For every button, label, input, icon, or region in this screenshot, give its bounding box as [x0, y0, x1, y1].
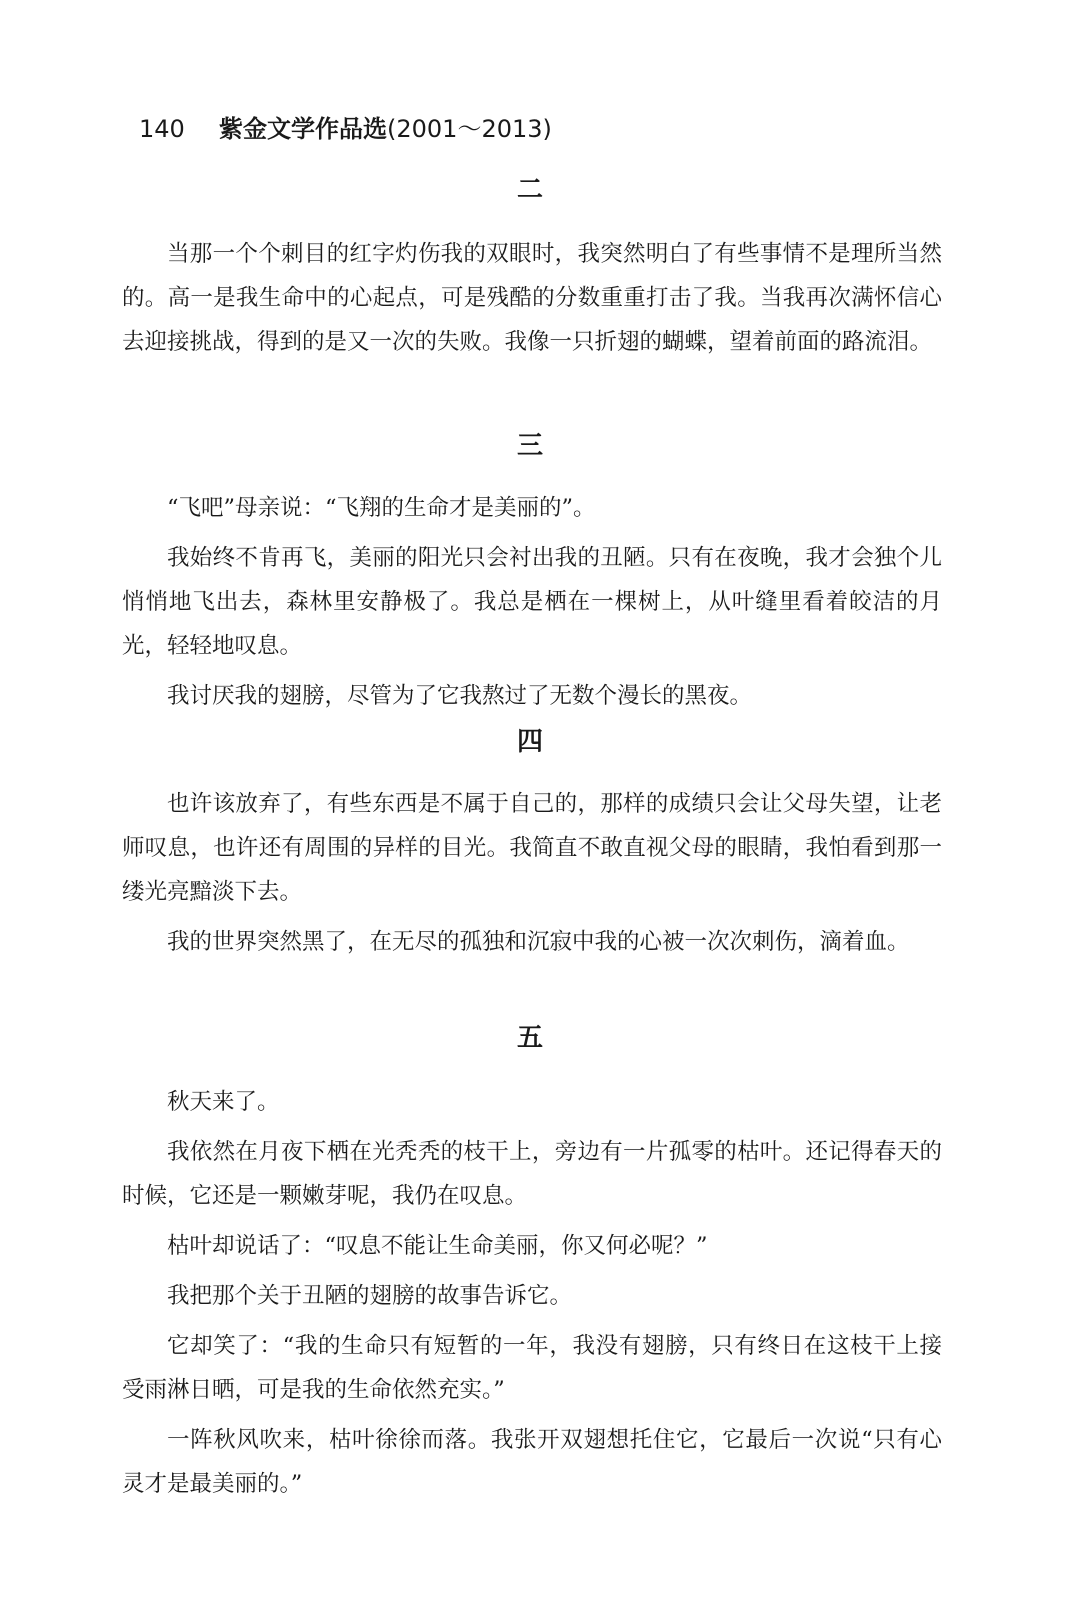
section-body-5	[122, 1080, 942, 1512]
book-title: 紫金文学作品选	[219, 115, 387, 143]
section-heading-2: 二	[516, 175, 543, 205]
paragraph: 我的世界突然黑了，在无尽的孤独和沉寂中我的心被一次次刺伤，滴着血。	[167, 929, 910, 955]
section-body-4	[122, 782, 942, 970]
section-heading-3: 三	[516, 431, 543, 461]
page-number: 140	[139, 115, 185, 143]
paragraph: 也许该放弃了，有些东西是不属于自己的，那样的成绩只会让父母失望，让老师叹息，也许还有周围的异样的目光。我简直不敢直视父母的眼睛，我怕看到那一缕光亮黯淡下去。	[122, 791, 942, 905]
paragraph: 我始终不肯再飞，美丽的阳光只会衬出我的丑陋。只有在夜晚，我才会独个儿悄悄地飞出去，森林里安静极了。我总是栖在一棵树上，从叶缝里看着皎洁的月光，轻轻地叹息。	[122, 545, 942, 659]
paragraph: 秋天来了。	[167, 1089, 280, 1115]
paragraph: “飞吧”母亲说：“飞翔的生命才是美丽的”。	[167, 495, 596, 521]
paragraph: 枯叶却说话了：“叹息不能让生命美丽，你又何必呢？”	[167, 1233, 708, 1259]
paragraph: 我讨厌我的翅膀，尽管为了它我熬过了无数个漫长的黑夜。	[167, 683, 753, 709]
paragraph: 一阵秋风吹来，枯叶徐徐而落。我张开双翅想托住它，它最后一次说“只有心灵才是最美丽的。”	[122, 1427, 942, 1497]
paragraph: 我依然在月夜下栖在光秃秃的枝干上，旁边有一片孤零的枯叶。还记得春天的时候，它还是一颗嫩芽呢，我仍在叹息。	[122, 1139, 942, 1209]
running-header	[139, 112, 552, 146]
paragraph: 它却笑了：“我的生命只有短暂的一年，我没有翅膀，只有终日在这枝干上接受雨淋日晒，可是我的生命依然充实。”	[122, 1333, 942, 1403]
book-years: (2001～2013)	[387, 115, 552, 143]
paragraph: 当那一个个刺目的红字灼伤我的双眼时，我突然明白了有些事情不是理所当然的。高一是我生命中的心起点，可是残酷的分数重重打击了我。当我再次满怀信心去迎接挑战，得到的是又一次的失败。我像一只折翅的蝴蝶，望着前面的路流泪。	[122, 241, 942, 355]
section-body-3	[122, 486, 942, 724]
paragraph: 我把那个关于丑陋的翅膀的故事告诉它。	[167, 1283, 573, 1309]
section-heading-4: 四	[516, 727, 543, 757]
section-body-2	[122, 232, 942, 370]
section-heading-5: 五	[516, 1023, 543, 1053]
